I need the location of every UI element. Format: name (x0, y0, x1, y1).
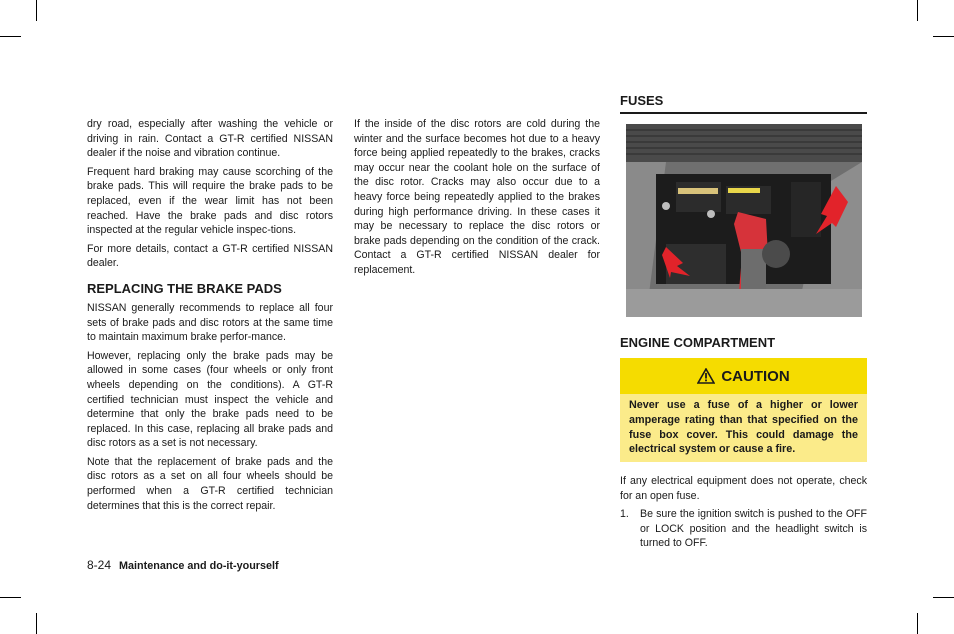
column-left (87, 117, 333, 517)
crop-mark (0, 597, 21, 598)
paragraph: dry road, especially after washing the vehicle or driving in rain. Contact a GT-R certified NISSAN dealer if the noise and vibration continue. (87, 118, 333, 160)
paragraph: For more details, contact a GT-R certified NISSAN dealer. (87, 242, 333, 270)
fuse-instructions (620, 474, 867, 551)
paragraph: If any electrical equipment does not operate, check for an open fuse. (620, 475, 867, 502)
list-item (620, 507, 867, 551)
heading-replacing-brake-pads: REPLACING THE BRAKE PADS (87, 280, 282, 296)
caution-text: Never use a fuse of a higher or lower amperage rating than that specified on the fuse box cover. This could damage the electrical system or cause a fire. (629, 399, 858, 456)
crop-mark (36, 0, 37, 21)
caution-box (620, 358, 867, 462)
crop-mark (917, 0, 918, 21)
paragraph: However, replacing only the brake pads may be allowed in some cases (four wheels or only front wheels depending on the conditions). A GT-R certified technician must inspect the vehicle and determine that only the brake pads need to be replaced. In this case, replacing all brake pads and disc rotors as a set is not necessary. (87, 349, 333, 450)
list-number: 1. (620, 508, 629, 521)
section-title-fuses: FUSES (620, 92, 867, 114)
caution-header (620, 358, 867, 394)
paragraph: Frequent hard braking may cause scorching of the brake pads. This will require the brake pads to be replaced, even if the wear limit has not been reached. Have the brake pads and disc rotors inspected at the regular vehicle inspec-tions. (87, 165, 333, 237)
warning-icon (697, 368, 715, 384)
crop-mark (933, 597, 954, 598)
heading-engine-compartment: ENGINE COMPARTMENT (620, 335, 776, 350)
caution-title: CAUTION (721, 367, 790, 385)
page-number: 8-24 (87, 558, 112, 572)
crop-mark (0, 36, 21, 37)
column-middle (354, 117, 600, 282)
page-footer (87, 558, 279, 572)
paragraph: Note that the replacement of brake pads and the disc rotors as a set on all four wheels should be performed when a GT-R certified technician determines that this is the correct repair. (87, 455, 333, 512)
crop-mark (933, 36, 954, 37)
crop-mark (917, 613, 918, 634)
paragraph: If the inside of the disc rotors are cold during the winter and the surface becomes hot due to a heavy force being applied repeatedly to the brakes, cracks may occur near the coolant hole on the surface of the disc rotor. Cracks may also occur due to a heavy force being repeatedly applied to the brakes during high performance driving. In these cases it may be necessary to replace the disc rotors or brake pads depending on the condition of the crack. Contact a GT-R certified NISSAN dealer for replacement. (354, 118, 600, 276)
engine-fuse-photo (626, 124, 862, 317)
list-text: Be sure the ignition switch is pushed to the OFF or LOCK position and the headlight switch is turned to OFF. (640, 508, 867, 550)
crop-mark (36, 613, 37, 634)
paragraph: NISSAN generally recommends to replace all four sets of brake pads and disc rotors at the same time to maintain maximum brake perfor-mance. (87, 301, 333, 344)
footer-section-title: Maintenance and do-it-yourself (119, 560, 279, 572)
